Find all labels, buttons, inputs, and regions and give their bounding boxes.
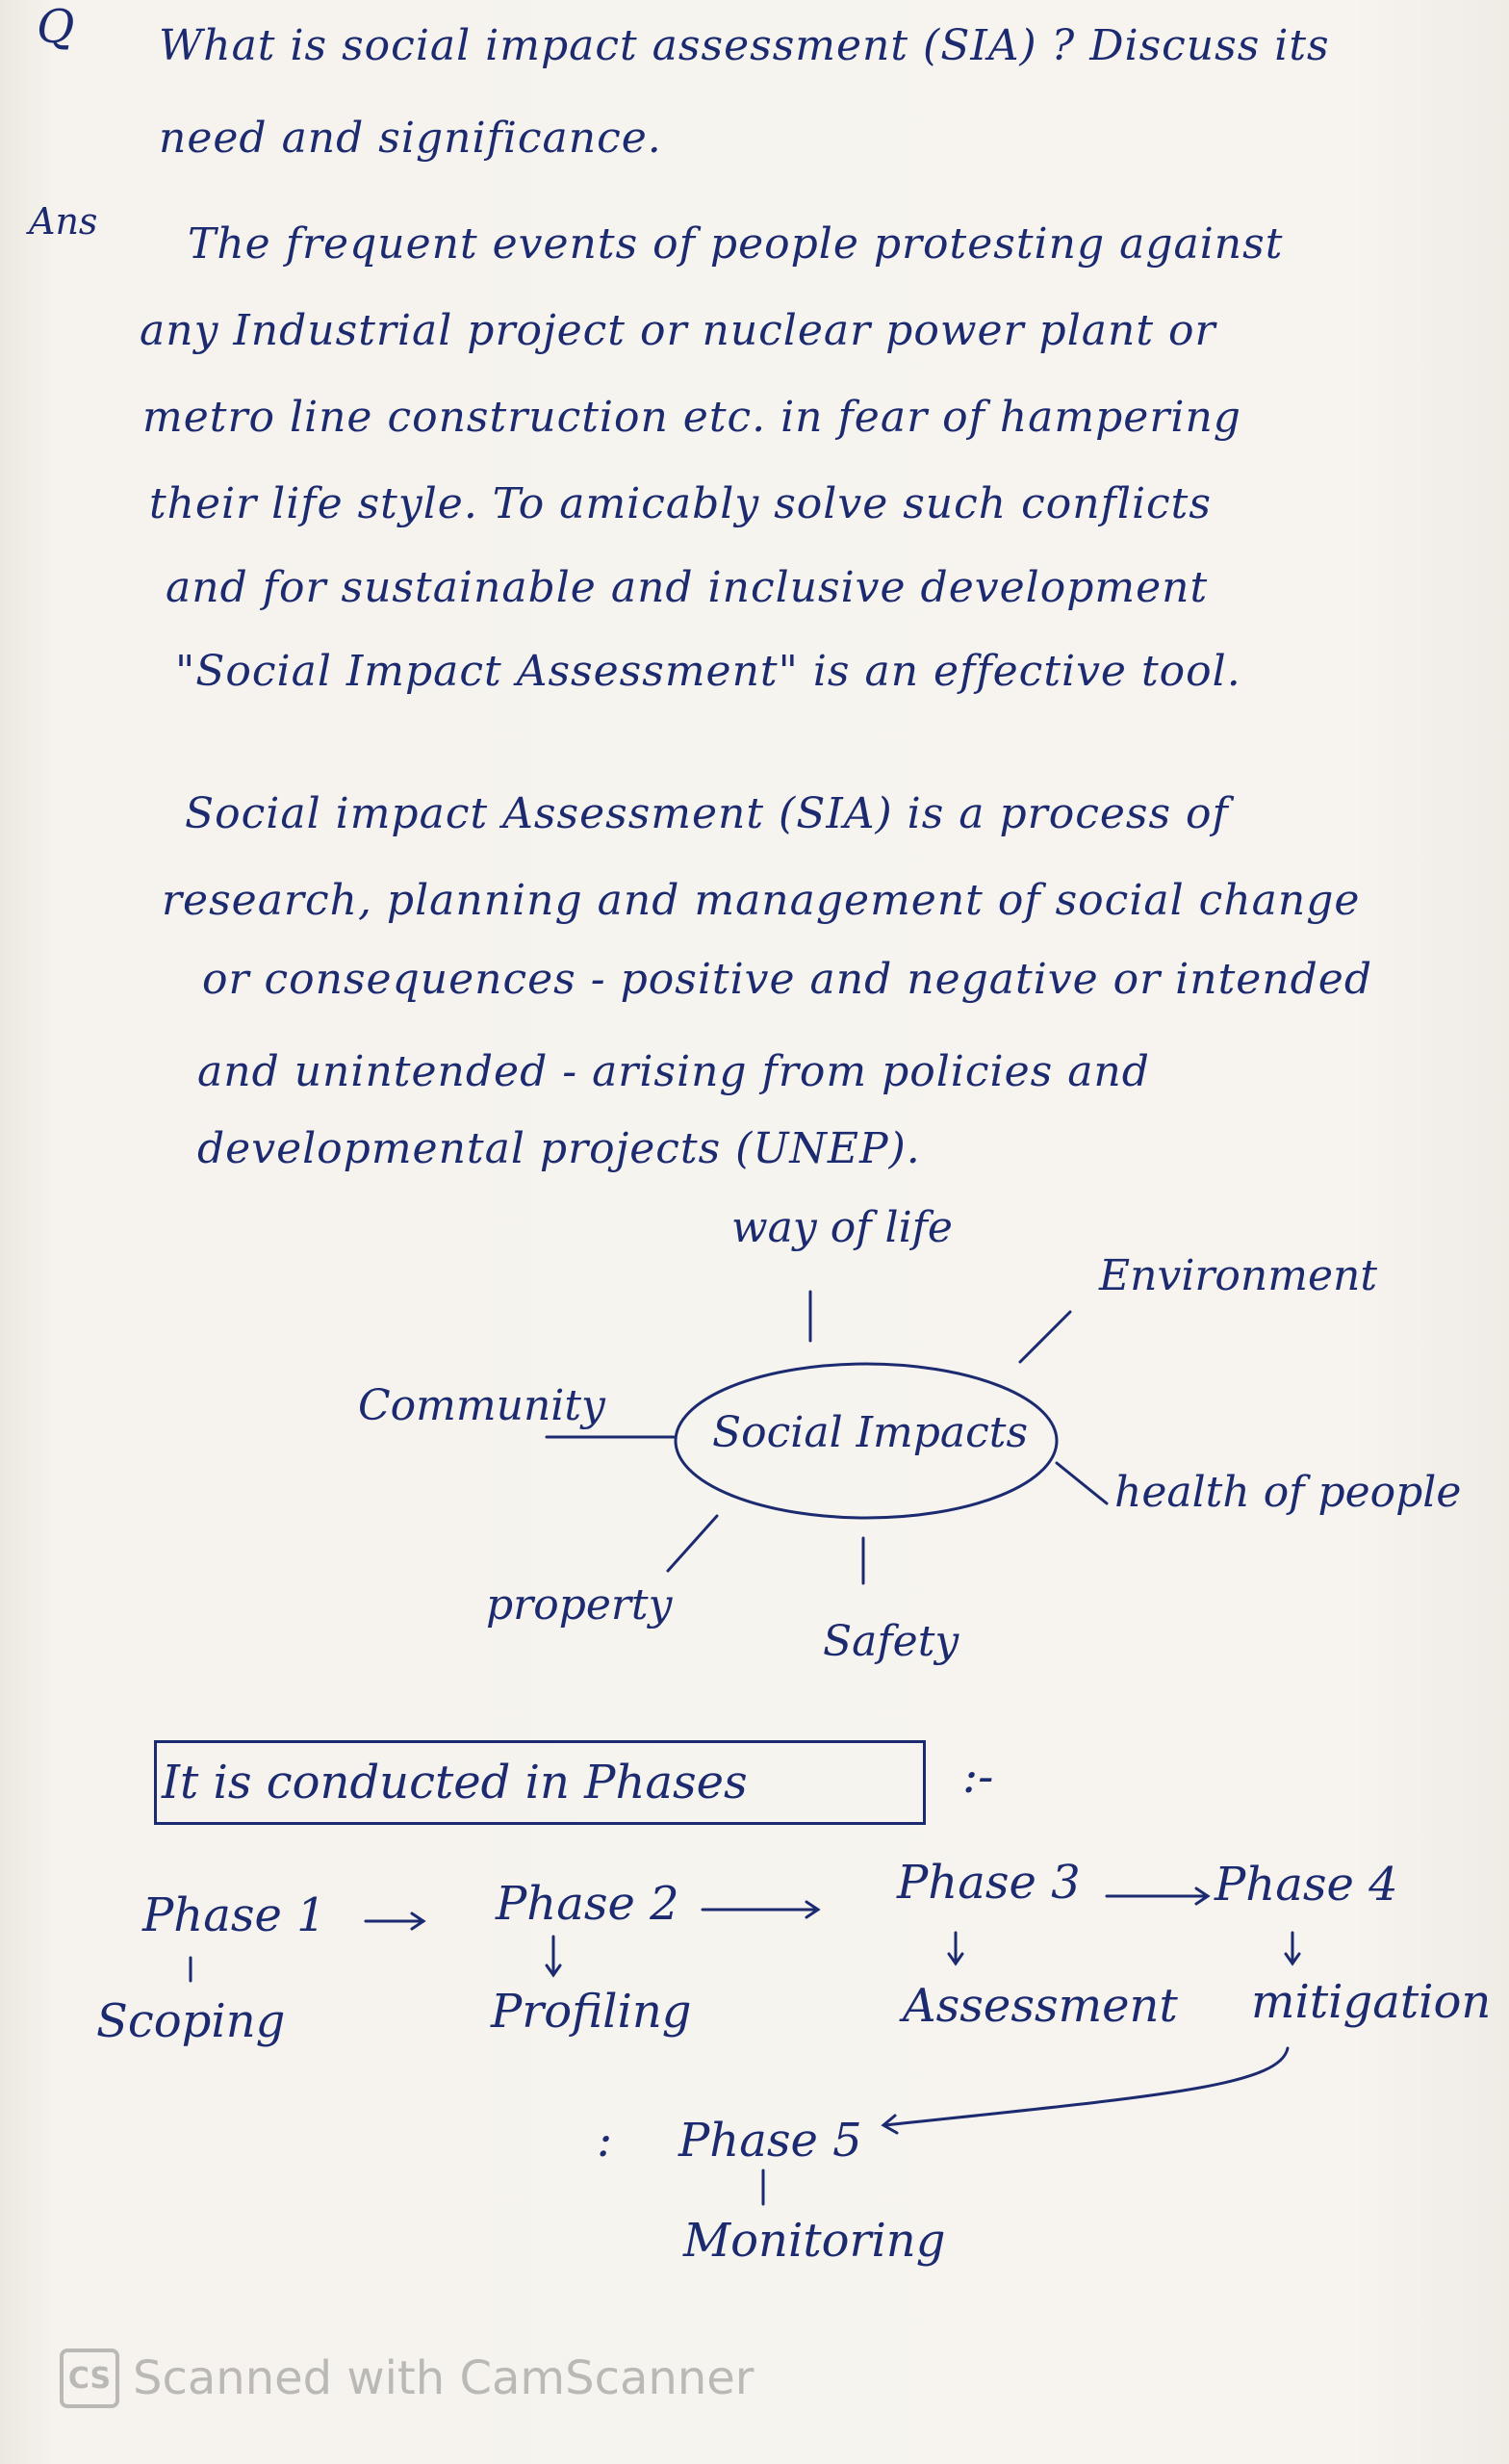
phase-5-prefix: : (597, 2114, 613, 2168)
para1-line-5: and for sustainable and inclusive development (166, 563, 1209, 612)
arrow-p3-p4 (1107, 1888, 1208, 1904)
phase-1-label: Phase 1 (142, 1888, 326, 1942)
center-label: Social Impacts (712, 1408, 1029, 1457)
spoke-label-community: Community (358, 1381, 605, 1430)
phases-heading-suffix: :- (962, 1750, 994, 1804)
phase-3-label: Phase 3 (897, 1856, 1081, 1910)
spoke-right (1057, 1463, 1107, 1503)
question-marker: Q (37, 0, 75, 54)
down-p2 (547, 1937, 560, 1975)
para2-line-4: and unintended - arising from policies and (197, 1047, 1150, 1096)
para1-line-4: their life style. To amicably solve such conflicts (149, 479, 1212, 528)
para1-line-1: The frequent events of people protesting against (188, 219, 1284, 269)
spoke-label-property: property (486, 1580, 673, 1630)
phase-2-label: Phase 2 (496, 1877, 679, 1931)
para1-line-6: "Social Impact Assessment" is an effective tool. (175, 647, 1241, 696)
para1-line-3: metro line construction etc. in fear of hampering (142, 393, 1241, 442)
spoke-top-right (1020, 1312, 1070, 1362)
arrow-p4-p5 (883, 2048, 1288, 2133)
phase-4-label: Phase 4 (1215, 1858, 1398, 1912)
camscanner-watermark (60, 2348, 754, 2408)
spoke-bottom-left (668, 1516, 717, 1571)
phases-heading: It is conducted in Phases (162, 1756, 748, 1810)
para1-line-2: any Industrial project or nuclear power plant or (140, 306, 1216, 355)
arrow-p1-p2 (366, 1913, 423, 1929)
down-p3 (949, 1933, 962, 1964)
para2-line-1: Social impact Assessment (SIA) is a process of (185, 789, 1229, 838)
question-line-1: What is social impact assessment (SIA) ? Discuss its (159, 21, 1330, 70)
spoke-label-way-of-life: way of life (731, 1203, 953, 1252)
phase-4-step: mitigation (1251, 1975, 1492, 2029)
arrow-p2-p3 (703, 1902, 818, 1917)
watermark-text: Scanned with CamScanner (133, 2351, 754, 2405)
answer-label: Ans (29, 200, 98, 243)
spoke-label-environment: Environment (1099, 1251, 1378, 1300)
phase-3-step: Assessment (903, 1979, 1178, 2033)
question-line-2: need and significance. (159, 114, 662, 163)
para2-line-5: developmental projects (UNEP). (197, 1124, 921, 1173)
phase-5-label: Phase 5 (678, 2114, 862, 2168)
phase-1-step: Scoping (96, 1994, 286, 2048)
spoke-label-health: health of people (1114, 1468, 1462, 1517)
spoke-label-safety: Safety (823, 1617, 959, 1666)
para2-line-3: or consequences - positive and negative or intended (202, 955, 1373, 1004)
phase-2-step: Profiling (491, 1985, 692, 2039)
phase-5-step: Monitoring (683, 2214, 946, 2268)
para2-line-2: research, planning and management of social change (162, 876, 1361, 925)
down-p4 (1286, 1933, 1299, 1964)
camscanner-logo-icon: CS (60, 2348, 119, 2408)
